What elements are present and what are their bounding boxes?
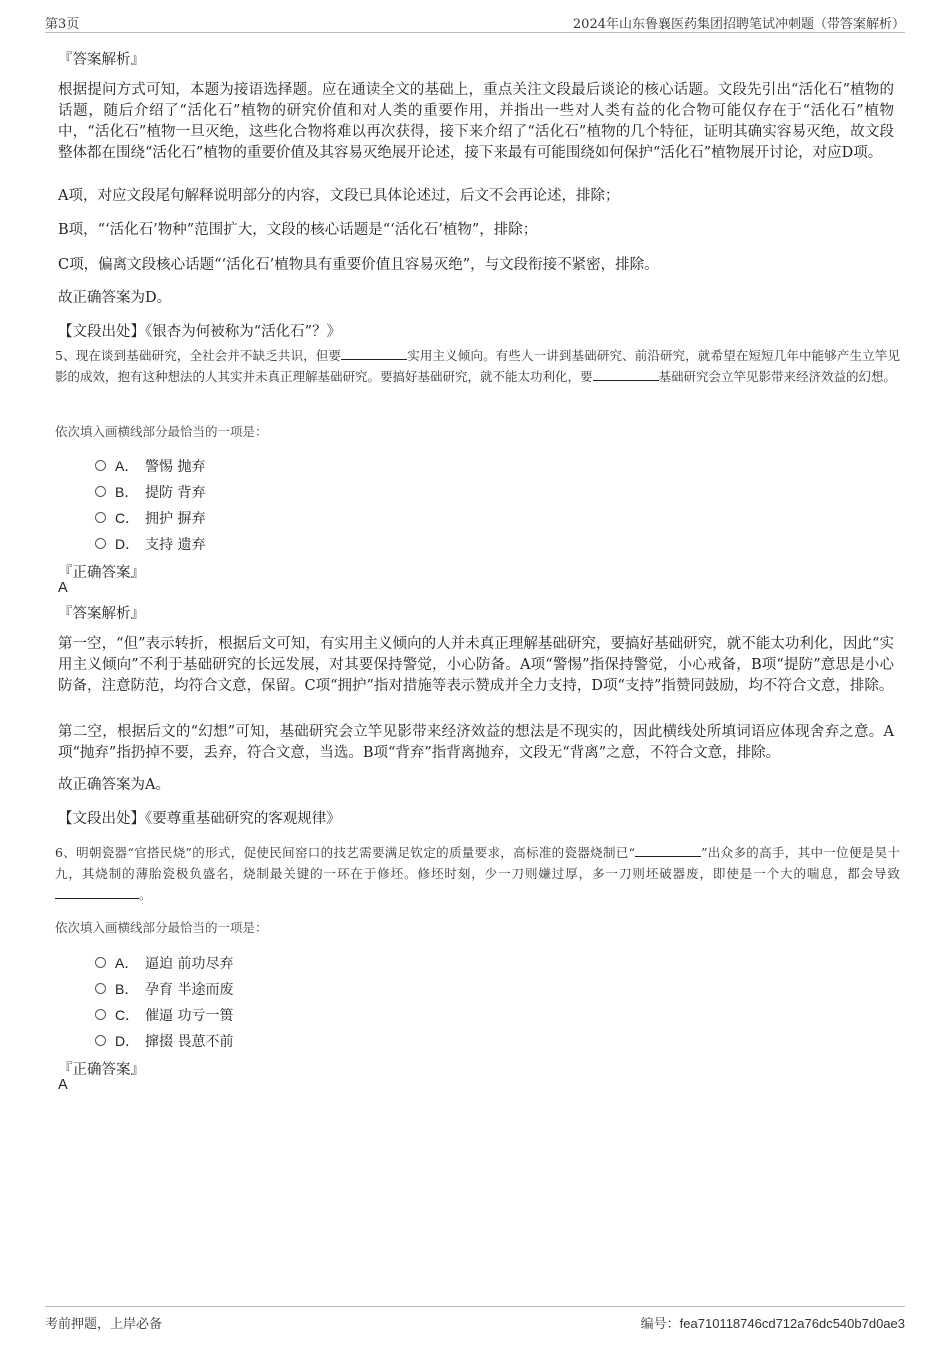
analysis-paragraph: C项，偏离文段核心话题“‘活化石’植物具有重要价值且容易灭绝”，与文段衔接不紧密，排除。 bbox=[58, 257, 659, 273]
analysis-paragraph: 根据提问方式可知，本题为接语选择题。应在通读全文的基础上，重点关注文段最后谈论的核心话题。文段先引出“活化石”植物的话题，随后介绍了“活化石”植物的研究价值和对人类的重要作用，并指出一些对人类有益的化合物可能仅存在于“活化石”植物中，“活化石”植物一旦灭绝，这些化合物将难以再次获得，接下来介绍了“活化石”植物的几个特征，证明其确实容易灭绝，故文段整体都在围绕“活化石”植物的重要价值及其容易灭绝展开论述，接下来最有可能围绕如何保护“活化石”植物展开讨论，对应D项。 bbox=[58, 82, 894, 161]
document-code: 编号：fea710118746cd712a76dc540b7d0ae3 bbox=[640, 1316, 905, 1332]
correct-answer: A bbox=[58, 1077, 68, 1093]
fill-blank bbox=[593, 368, 659, 381]
radio-button[interactable] bbox=[95, 486, 106, 497]
analysis-label: 『答案解析』 bbox=[58, 606, 145, 622]
conclusion-text: 故正确答案为D。 bbox=[58, 290, 172, 306]
page-header bbox=[45, 12, 905, 33]
question-stem: 6、明朝瓷器“官搭民烧”的形式，促使民间窑口的技艺需要满足钦定的质量要求，高标准的瓷器烧制已“ ”出众多的高手，其中一位便是昊十九，其烧制的薄胎瓷极负盛名，烧制最关键的一环在于修坯。修坯时刻，少一刀则嫌过厚，多一刀则坯破器废，即使是一个大的喘息，都会导致。 bbox=[55, 845, 900, 902]
fill-blank bbox=[55, 886, 139, 899]
question-stem: 5、现在谈到基础研究，全社会并不缺乏共识，但要 实用主义倾向。有些人一讲到基础研究、前沿研究，就希望在短短几年中能够产生立竿见影的成效，抱有这种想法的人其实并未真正理解基础研究。要搞好基础研究，就不能太功利化，要 基础研究会立竿见影带来经济效益的幻想。 bbox=[55, 348, 900, 384]
document-title: 2024年山东鲁襄医药集团招聘笔试冲刺题（带答案解析） bbox=[572, 17, 905, 32]
fill-blank bbox=[635, 844, 701, 857]
analysis-paragraph: 第二空，根据后文的“幻想”可知，基础研究会立竿见影带来经济效益的想法是不现实的，因此横线处所填词语应体现舍弃之意。A项“抛弃”指扔掉不要，丢弃，符合文意，当选。B项“背弃”指背离抛弃，文段无“背离”之意，不符合文意，排除。 bbox=[58, 724, 894, 761]
radio-button[interactable] bbox=[95, 512, 106, 523]
page-number: 第3页 bbox=[45, 17, 80, 32]
radio-button[interactable] bbox=[95, 460, 106, 471]
footer-slogan: 考前押题，上岸必备 bbox=[45, 1317, 163, 1332]
analysis-label: 『答案解析』 bbox=[58, 52, 145, 68]
question-prompt: 依次填入画横线部分最恰当的一项是： bbox=[55, 920, 268, 935]
conclusion-text: 故正确答案为A。 bbox=[58, 777, 170, 793]
source-citation: 【文段出处】《银杏为何被称为“活化石”？》 bbox=[58, 324, 342, 340]
radio-button[interactable] bbox=[95, 538, 106, 549]
analysis-paragraph: A项，对应文段尾句解释说明部分的内容，文段已具体论述过，后文不会再论述，排除； bbox=[58, 188, 620, 204]
correct-answer-label: 『正确答案』 bbox=[58, 1062, 145, 1078]
radio-button[interactable] bbox=[95, 1009, 106, 1020]
analysis-paragraph: B项，“‘活化石’物种”范围扩大，文段的核心话题是“‘活化石’植物”，排除； bbox=[58, 222, 538, 238]
source-citation: 【文段出处】《要尊重基础研究的客观规律》 bbox=[58, 811, 341, 827]
page-footer bbox=[45, 1306, 905, 1333]
radio-button[interactable] bbox=[95, 983, 106, 994]
analysis-paragraph: 第一空，“但”表示转折，根据后文可知，有实用主义倾向的人并未真正理解基础研究，要搞好基础研究，就不能太功利化，因此“实用主义倾向”不利于基础研究的长远发展，对其要保持警觉，小心防备。A项“警惕”指保持警觉，小心戒备，B项“提防”意思是小心防备，注意防范，均符合文意，保留。C项“拥护”指对措施等表示赞成并全力支持，D项“支持”指赞同鼓励，均不符合文意，排除。 bbox=[58, 636, 894, 694]
radio-button[interactable] bbox=[95, 1035, 106, 1046]
question-prompt: 依次填入画横线部分最恰当的一项是： bbox=[55, 424, 268, 439]
fill-blank bbox=[341, 347, 407, 360]
radio-button[interactable] bbox=[95, 957, 106, 968]
correct-answer: A bbox=[58, 580, 68, 596]
correct-answer-label: 『正确答案』 bbox=[58, 565, 145, 581]
